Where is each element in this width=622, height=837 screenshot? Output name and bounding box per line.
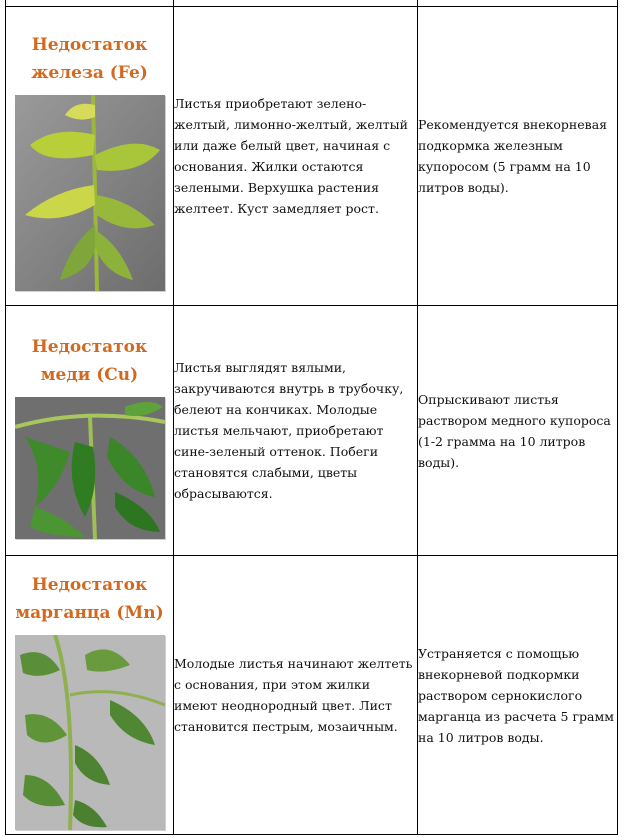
symptoms-cell: Листья приобретают зелено-желтый, лимонно-желтый, желтый или даже белый цвет, начиная с основания. Жилки остаются зелеными. Верхушка растения желтеет. Куст замедляет рост.: [174, 7, 418, 306]
element-title: Недостаток меди (Cu): [31, 336, 148, 385]
tomato-leaf-photo: [15, 635, 165, 830]
treatment-cell: Опрыскивают листья раствором медного купороса (1-2 грамма на 10 литров воды).: [418, 306, 618, 556]
table-row: [6, 7, 618, 306]
element-cell: [6, 556, 174, 835]
treatment-cell: Устраняется с помощью внекорневой подкормки раствором сернокислого марганца из расчета 5 грамм на 10 литров воды.: [418, 556, 618, 835]
symptoms-cell: Молодые листья начинают желтеть с основания, при этом жилки имеют неоднородный цвет. Лист становится пестрым, мозаичным.: [174, 556, 418, 835]
deficiency-table: [5, 0, 618, 835]
element-title: Недостаток железа (Fe): [31, 35, 148, 83]
element-cell: [6, 7, 174, 306]
element-title: Недостаток марганца (Mn): [15, 574, 164, 623]
table-row: [6, 556, 618, 835]
element-cell: [6, 306, 174, 556]
treatment-cell: Рекомендуется внекорневая подкормка железным купоросом (5 грамм на 10 литров воды).: [418, 7, 618, 306]
symptoms-cell: Листья выглядят вялыми, закручиваются внутрь в трубочку, белеют на кончиках. Молодые листья мельчают, приобретают сине-зеленый оттенок. Побеги становятся слабыми, цветы обрасываются.: [174, 306, 418, 556]
tomato-leaf-photo: [15, 95, 165, 291]
table-row: [6, 306, 618, 556]
tomato-leaf-photo: [15, 397, 165, 539]
